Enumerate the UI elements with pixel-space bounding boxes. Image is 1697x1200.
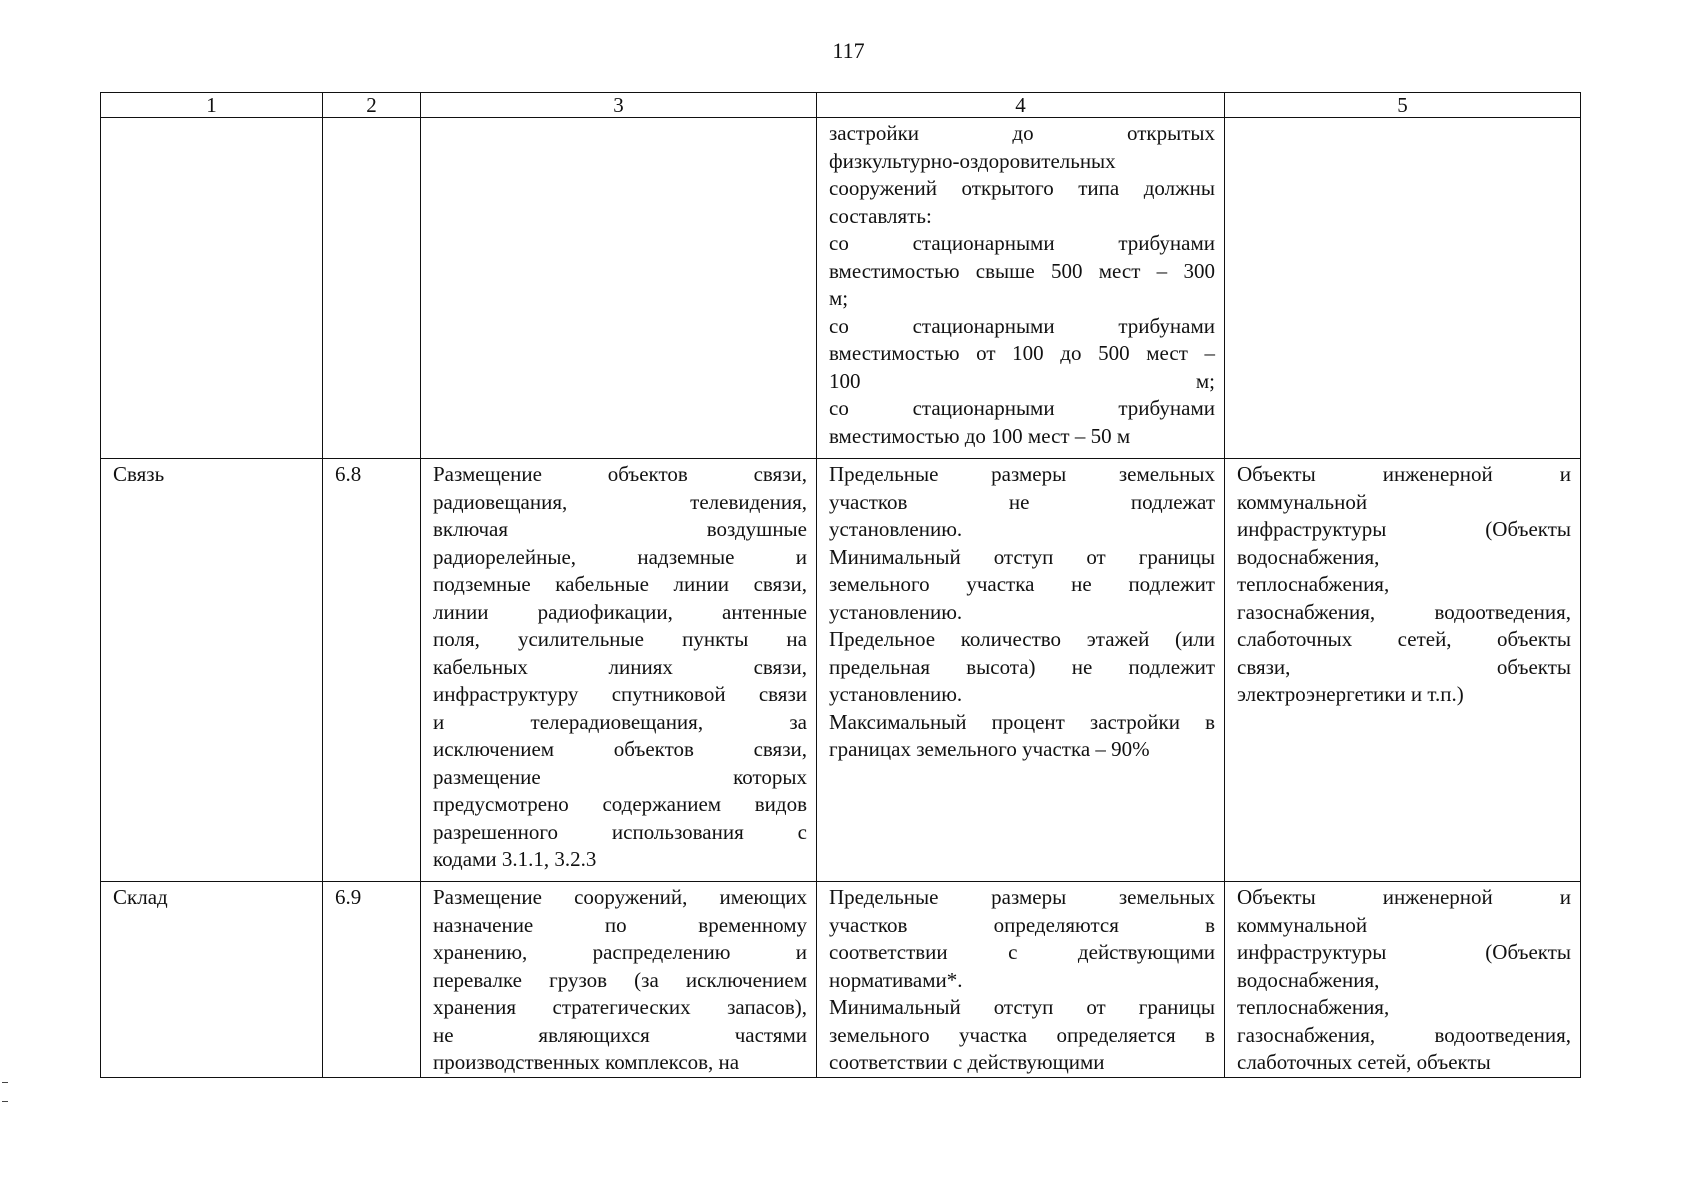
text-line: земельного участка определяется в <box>829 1022 1215 1047</box>
cell-parameters <box>817 118 1225 459</box>
text-line: размещение которых <box>433 764 807 789</box>
text-line: водоснабжения, <box>1237 967 1380 992</box>
text-line: со стационарными трибунами <box>829 313 1215 338</box>
cell-description <box>421 118 817 459</box>
text-line: соответствии с действующими <box>829 940 1215 964</box>
text-line: линии радиофикации, антенные <box>433 599 807 624</box>
text-line: водоснабжения, <box>1237 544 1380 569</box>
text-line: кабельных линиях связи, <box>433 654 807 679</box>
text-line: со стационарными трибунами <box>829 396 1215 420</box>
text-line: подземные кабельные линии связи, <box>433 572 807 596</box>
text-line: слаботочных сетей, объекты <box>1237 627 1571 651</box>
text-line: нормативами*. <box>829 967 963 992</box>
table-row-svyaz <box>101 459 1581 882</box>
cell-description <box>421 459 817 882</box>
cell-code: 6.9 <box>323 882 421 1078</box>
text-line: хранению, распределению и <box>433 940 807 964</box>
text-line: газоснабжения, водоотведения, <box>1237 599 1571 624</box>
cell-parameters <box>817 459 1225 882</box>
text-line: включая воздушные <box>433 517 807 541</box>
text-line: электроэнергетики и т.п.) <box>1237 682 1464 706</box>
text-line: физкультурно-оздоровительных <box>829 148 1116 173</box>
text-line: Предельные размеры земельных <box>829 885 1215 909</box>
cell-auxiliary <box>1225 882 1581 1078</box>
text-line: и телерадиовещания, за <box>433 709 807 734</box>
text-line: Минимальный отступ от границы <box>829 995 1215 1019</box>
text-line: м; <box>829 286 849 310</box>
text-line: инфраструктуры (Объекты <box>1237 517 1571 541</box>
text-line: инфраструктуру спутниковой связи <box>433 682 807 706</box>
header-col-5: 5 <box>1225 93 1581 118</box>
text-line: предельная высота) не подлежит <box>829 654 1215 679</box>
text-line: разрешенного использования с <box>433 819 807 844</box>
text-line: Объекты инженерной и <box>1237 462 1571 486</box>
text-line: вместимостью от 100 до 500 мест – <box>829 341 1215 365</box>
page-number: 117 <box>832 38 865 63</box>
text-line: коммунальной <box>1237 912 1368 937</box>
text-line: теплоснабжения, <box>1237 572 1390 596</box>
text-line: вместимостью до 100 мест – 50 м <box>829 423 1131 448</box>
text-line: установлению. <box>829 517 963 541</box>
text-line: теплоснабжения, <box>1237 995 1390 1019</box>
cell-code <box>323 118 421 459</box>
text-line: Минимальный отступ от границы <box>829 544 1215 569</box>
text-line: не являющихся частями <box>433 1022 807 1047</box>
header-col-1: 1 <box>101 93 323 118</box>
text-line: Размещение сооружений, имеющих <box>433 885 807 909</box>
scan-margin-mark <box>2 1082 8 1102</box>
text-line: земельного участка не подлежит <box>829 572 1215 596</box>
text-line: сооружений открытого типа должны <box>829 176 1215 200</box>
text-line: участков определяются в <box>829 912 1215 937</box>
text-line: Предельные размеры земельных <box>829 462 1215 486</box>
header-col-2: 2 <box>323 93 421 118</box>
table-row-continuation <box>101 118 1581 459</box>
cell-auxiliary <box>1225 118 1581 459</box>
text-line: исключением объектов связи, <box>433 737 807 761</box>
text-line: установлению. <box>829 682 963 706</box>
text-line: перевалке грузов (за исключением <box>433 967 807 992</box>
table-row-sklad <box>101 882 1581 1078</box>
text-line: границах земельного участка – 90% <box>829 737 1150 761</box>
text-line: участков не подлежат <box>829 489 1215 514</box>
text-line: Объекты инженерной и <box>1237 885 1571 909</box>
cell-parameters <box>817 882 1225 1078</box>
text-line: радиовещания, телевидения, <box>433 489 807 514</box>
text-line: слаботочных сетей, объекты <box>1237 1050 1491 1074</box>
text-line: соответствии с действующими <box>829 1050 1105 1074</box>
text-line: 100 м; <box>829 368 1215 393</box>
text-line: поля, усилительные пункты на <box>433 627 807 651</box>
text-line: назначение по временному <box>433 912 807 937</box>
cell-code: 6.8 <box>323 459 421 882</box>
header-row <box>101 93 1581 118</box>
text-line: коммунальной <box>1237 489 1368 514</box>
text-line: хранения стратегических запасов), <box>433 995 807 1019</box>
text-line: предусмотрено содержанием видов <box>433 792 807 816</box>
text-line: связи, объекты <box>1237 654 1571 679</box>
cell-name <box>101 118 323 459</box>
cell-name: Склад <box>101 882 323 1078</box>
cell-description <box>421 882 817 1078</box>
regulations-table <box>100 92 1581 1078</box>
text-line: газоснабжения, водоотведения, <box>1237 1022 1571 1047</box>
text-line: производственных комплексов, на <box>433 1050 740 1074</box>
text-line: инфраструктуры (Объекты <box>1237 940 1571 964</box>
cell-name: Связь <box>101 459 323 882</box>
header-col-3: 3 <box>421 93 817 118</box>
header-col-4: 4 <box>817 93 1225 118</box>
text-line: вместимостью свыше 500 мест – 300 <box>829 258 1215 283</box>
text-line: Максимальный процент застройки в <box>829 709 1215 734</box>
text-line: Предельное количество этажей (или <box>829 627 1215 651</box>
text-line: Размещение объектов связи, <box>433 462 807 486</box>
text-line: составлять: <box>829 203 932 228</box>
text-line: кодами 3.1.1, 3.2.3 <box>433 847 597 871</box>
cell-auxiliary <box>1225 459 1581 882</box>
text-line: радиорелейные, надземные и <box>433 544 807 569</box>
text-line: со стационарными трибунами <box>829 231 1215 255</box>
text-line: установлению. <box>829 599 963 624</box>
text-line: застройки до открытых <box>829 121 1215 145</box>
